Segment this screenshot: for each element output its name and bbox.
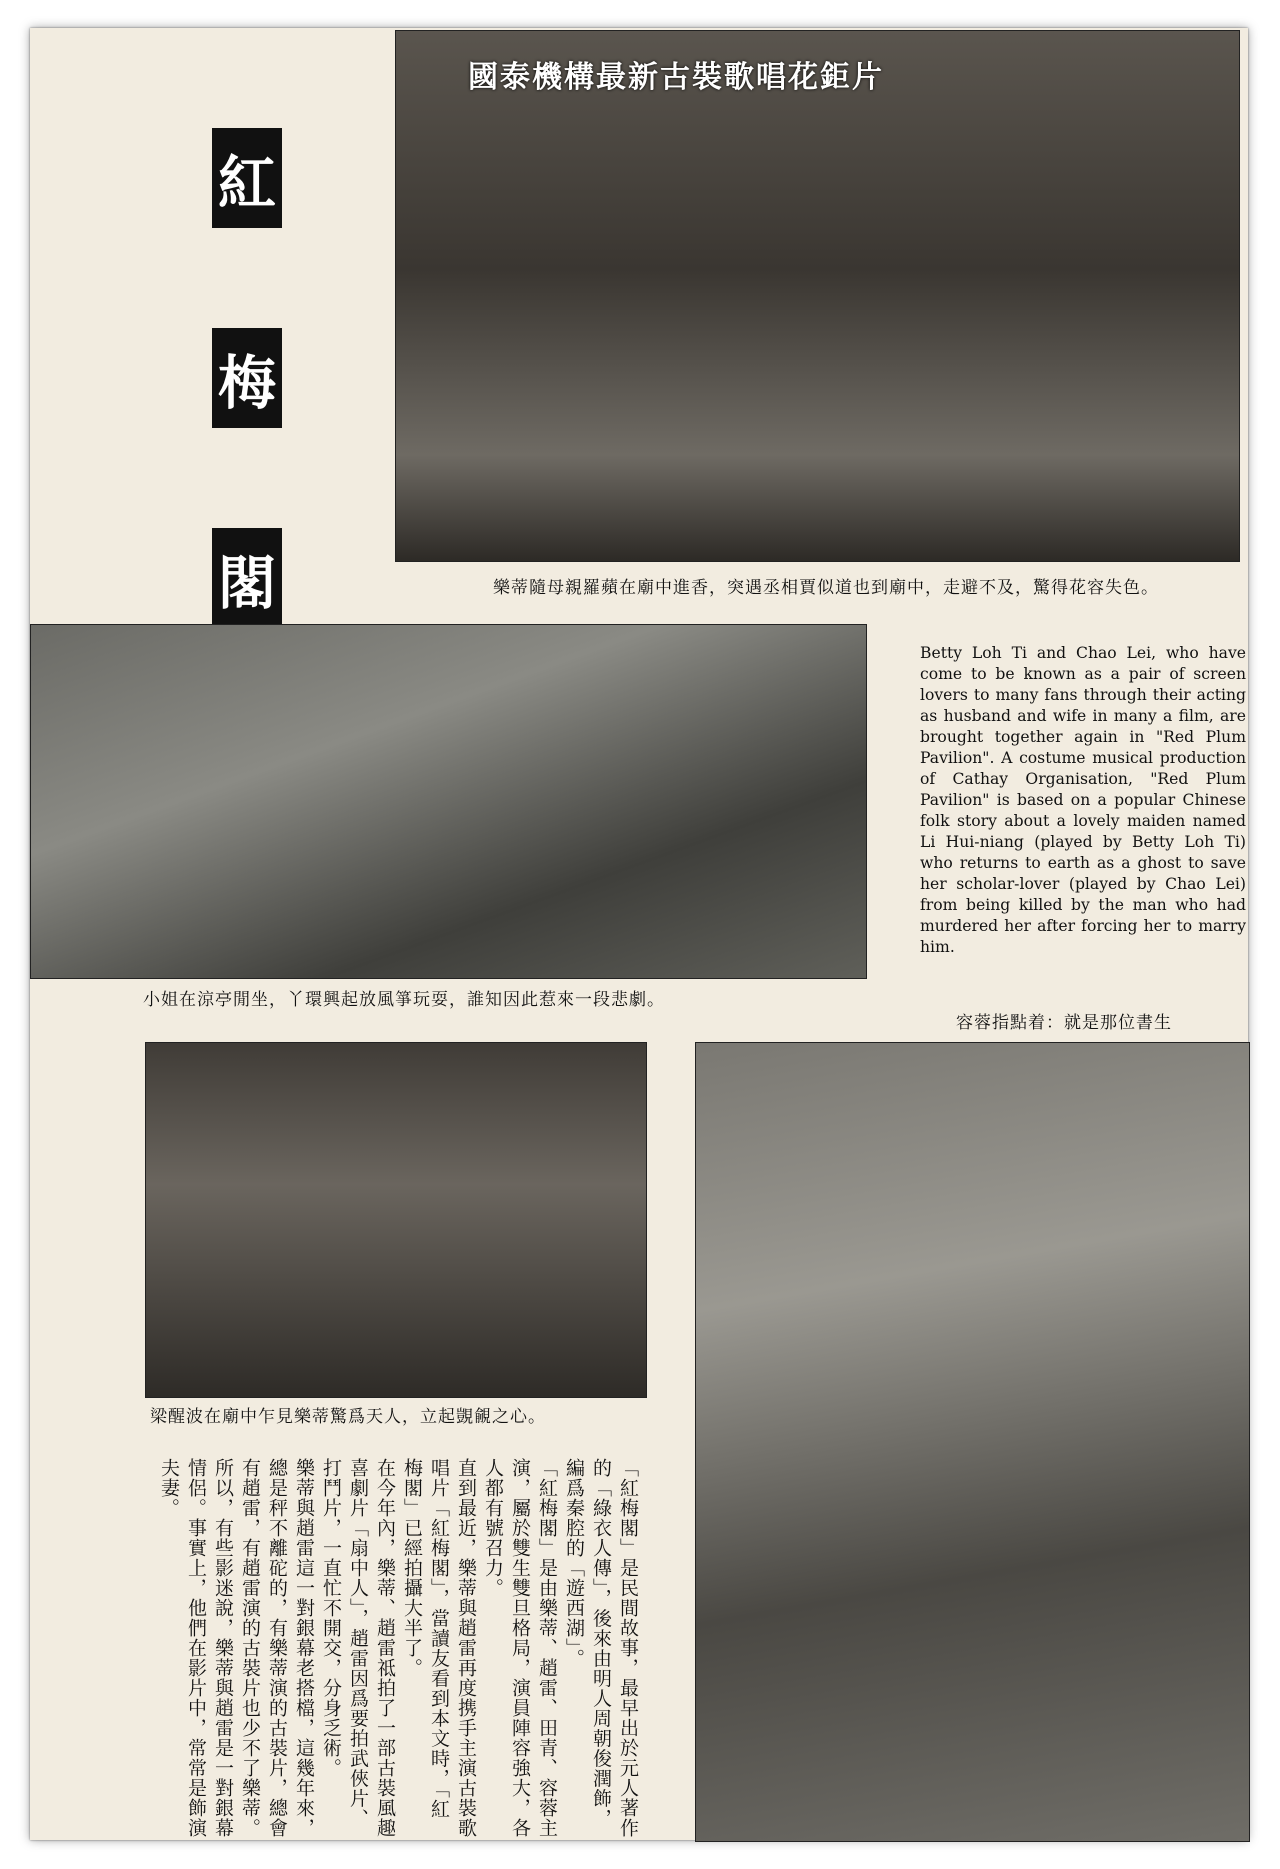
title-char-3: 閣 [212,528,282,628]
article-paragraph: 「紅梅閣」是民間故事，最早出於元人著作的「綠衣人傳」，後來由明人周朝俊潤飾，編爲秦腔的「遊西湖」。 [563,1458,639,1838]
caption-photo-1: 樂蒂隨母親羅蘋在廟中進香，突遇丞相賈似道也到廟中，走避不及，驚得花容失色。 [493,578,1159,598]
photo-temple-scene [395,30,1240,562]
page-banner: 國泰機構最新古裝歌唱花鉅片 [468,60,884,95]
photo-temple-encounter [145,1042,647,1398]
english-summary: Betty Loh Ti and Chao Lei, who have come to be known as a pair of screen lovers to many fans through their acting as husband and wife in many a film, are brought together again in "Red Plum Pavilion". A costume musical production of Cathay Organisation, "Red Plum Pavilion" is based on a popular Chinese folk story about a lovely maiden named Li Hui-niang (played by Betty Loh Ti) who returns to earth as a ghost to save her scholar-lover (played by Chao Lei) from being killed by the man who had murdered her after forcing her to marry him. [920,644,1246,956]
article-paragraph: 樂蒂與趙雷這一對銀幕老搭檔，這幾年來，總是秤不離砣的，有樂蒂演的古裝片，總會有趙雷，有趙雷演的古裝片也少不了樂蒂。所以，有些影迷說，樂蒂與趙雷是一對銀幕情侶。事實上，他們在影片中，常常是飾演夫妻。 [158,1458,315,1838]
article-paragraph: 直到最近，樂蒂與趙雷再度携手主演古裝歌唱片「紅梅閣」，當讀友看到本文時，「紅梅閣」已經拍攝大半了。 [401,1458,477,1838]
photo-two-actresses [695,1042,1250,1842]
title-char-1: 紅 [212,128,282,228]
caption-credit: 容蓉指點着：就是那位書生 [956,1013,1172,1033]
article-paragraph: 在今年內，樂蒂、趙雷祗拍了一部古裝風趣喜劇片「扇中人」，趙雷因爲要拍武俠片、打鬥片，一直忙不開交，分身乏術。 [320,1458,396,1838]
article-paragraph: 「紅梅閣」是由樂蒂、趙雷、田青、容蓉主演，屬於雙生雙旦格局，演員陣容強大，各人都有號召力。 [482,1458,558,1838]
caption-photo-2: 小姐在涼亭閒坐，丫環興起放風箏玩耍，誰知因此惹來一段悲劇。 [143,990,665,1010]
magazine-page [30,28,1248,1840]
article-body [155,1458,665,1838]
caption-photo-3: 梁醒波在廟中乍見樂蒂驚爲天人，立起覬覦之心。 [150,1407,546,1427]
title-char-2: 梅 [212,328,282,428]
photo-garden-pavilion [30,624,867,979]
